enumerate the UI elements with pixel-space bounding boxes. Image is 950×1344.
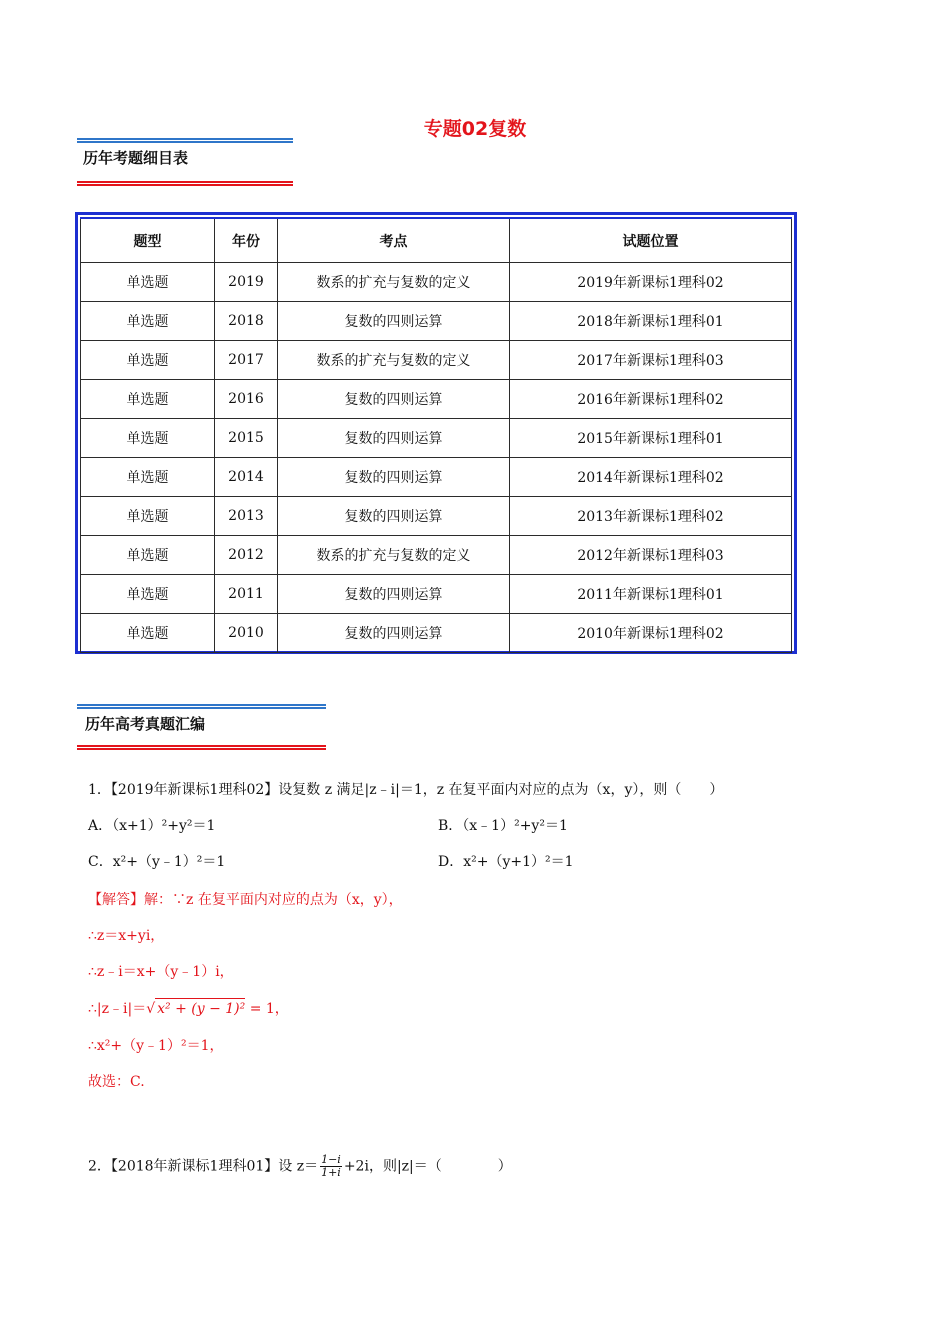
table-cell: 2015 <box>215 419 278 458</box>
step-3-suffix: = 1， <box>245 1001 289 1017</box>
table-cell: 单选题 <box>81 419 215 458</box>
table-row <box>81 614 792 653</box>
option-c: C．x²+（y﹣1）²＝1 <box>88 854 226 870</box>
table-row <box>81 536 792 575</box>
table-cell: 数系的扩充与复数的定义 <box>278 263 510 302</box>
fraction-denominator: 1+i <box>321 1166 341 1179</box>
exam-table-frame <box>75 212 797 654</box>
table-cell: 复数的四则运算 <box>278 380 510 419</box>
q2-stem-suffix: +2i，则|z|＝（ ） <box>343 1158 512 1175</box>
sqrt-sign: √ <box>146 1001 156 1017</box>
option-d: D．x²+（y+1）²＝1 <box>438 854 574 870</box>
table-row <box>81 341 792 380</box>
table-row <box>81 575 792 614</box>
table-cell: 单选题 <box>81 458 215 497</box>
table-cell: 2016年新课标1理科02 <box>510 380 792 419</box>
table-row <box>81 458 792 497</box>
table-header-cell: 考点 <box>278 218 510 263</box>
heading-top-rule <box>77 138 293 143</box>
table-cell: 2013 <box>215 497 278 536</box>
table-cell: 单选题 <box>81 263 215 302</box>
exam-table <box>80 217 792 653</box>
solution-intro-line <box>88 890 403 910</box>
table-cell: 2011年新课标1理科01 <box>510 575 792 614</box>
table-cell: 2012 <box>215 536 278 575</box>
solution-label: 【解答】 <box>88 892 144 908</box>
table-cell: 2011 <box>215 575 278 614</box>
table-cell: 2017 <box>215 341 278 380</box>
table-cell: 2013年新课标1理科02 <box>510 497 792 536</box>
solution-answer: 故选：C. <box>88 1074 145 1090</box>
table-row <box>81 302 792 341</box>
table-cell: 2018 <box>215 302 278 341</box>
page-title: 专题02复数 <box>423 118 527 140</box>
table-cell: 单选题 <box>81 380 215 419</box>
table-cell: 单选题 <box>81 302 215 341</box>
table-cell: 2015年新课标1理科01 <box>510 419 792 458</box>
table-cell: 复数的四则运算 <box>278 458 510 497</box>
heading-top-rule <box>77 704 326 709</box>
solution-step-3 <box>88 998 289 1019</box>
table-cell: 2014 <box>215 458 278 497</box>
table-cell: 复数的四则运算 <box>278 614 510 653</box>
table-cell: 2019年新课标1理科02 <box>510 263 792 302</box>
option-a: A．（x+1）²+y²＝1 <box>88 818 216 834</box>
heading-bottom-rule <box>77 745 326 750</box>
solution-step-2: ∴z﹣i＝x+（y﹣1）i， <box>88 964 234 980</box>
table-cell: 复数的四则运算 <box>278 419 510 458</box>
table-header-cell: 题型 <box>81 218 215 263</box>
table-cell: 2018年新课标1理科01 <box>510 302 792 341</box>
table-cell: 2017年新课标1理科03 <box>510 341 792 380</box>
fraction-numerator: 1−i <box>321 1153 341 1166</box>
table-cell: 复数的四则运算 <box>278 575 510 614</box>
table-cell: 数系的扩充与复数的定义 <box>278 341 510 380</box>
table-cell: 2010年新课标1理科02 <box>510 614 792 653</box>
table-header-cell: 试题位置 <box>510 218 792 263</box>
table-header-cell: 年份 <box>215 218 278 263</box>
table-cell: 单选题 <box>81 614 215 653</box>
table-cell: 2012年新课标1理科03 <box>510 536 792 575</box>
table-cell: 2014年新课标1理科02 <box>510 458 792 497</box>
table-cell: 数系的扩充与复数的定义 <box>278 536 510 575</box>
table-cell: 单选题 <box>81 536 215 575</box>
q2-stem-prefix: 2．【2018年新课标1理科01】设 z＝ <box>88 1158 319 1175</box>
table-cell: 单选题 <box>81 341 215 380</box>
sqrt-radicand: x² + (y − 1)² <box>155 998 245 1019</box>
table-cell: 复数的四则运算 <box>278 497 510 536</box>
table-row <box>81 380 792 419</box>
question-1-stem: 1．【2019年新课标1理科02】设复数 z 满足|z﹣i|＝1，z 在复平面内对应的点为（x，y），则（ ） <box>88 782 724 798</box>
option-b: B．（x﹣1）²+y²＝1 <box>438 818 568 834</box>
solution-intro: 解：∵z 在复平面内对应的点为（x，y）， <box>144 892 403 908</box>
table-cell: 复数的四则运算 <box>278 302 510 341</box>
section-heading-questions: 历年高考真题汇编 <box>85 715 206 733</box>
table-header-row <box>81 218 792 263</box>
step-3-prefix: ∴|z﹣i|＝ <box>88 1001 147 1017</box>
table-cell: 2019 <box>215 263 278 302</box>
solution-step-4: ∴x²+（y﹣1）²＝1， <box>88 1038 224 1054</box>
fraction <box>320 1154 342 1179</box>
table-cell: 单选题 <box>81 497 215 536</box>
heading-bottom-rule <box>77 181 293 186</box>
table-row <box>81 263 792 302</box>
table-cell: 2016 <box>215 380 278 419</box>
solution-step-1: ∴z＝x+yi， <box>88 928 165 944</box>
table-row <box>81 497 792 536</box>
question-2-stem <box>88 1154 512 1179</box>
table-cell: 单选题 <box>81 575 215 614</box>
table-body <box>81 263 792 653</box>
section-heading-table: 历年考题细目表 <box>83 149 189 167</box>
table-cell: 2010 <box>215 614 278 653</box>
table-row <box>81 419 792 458</box>
